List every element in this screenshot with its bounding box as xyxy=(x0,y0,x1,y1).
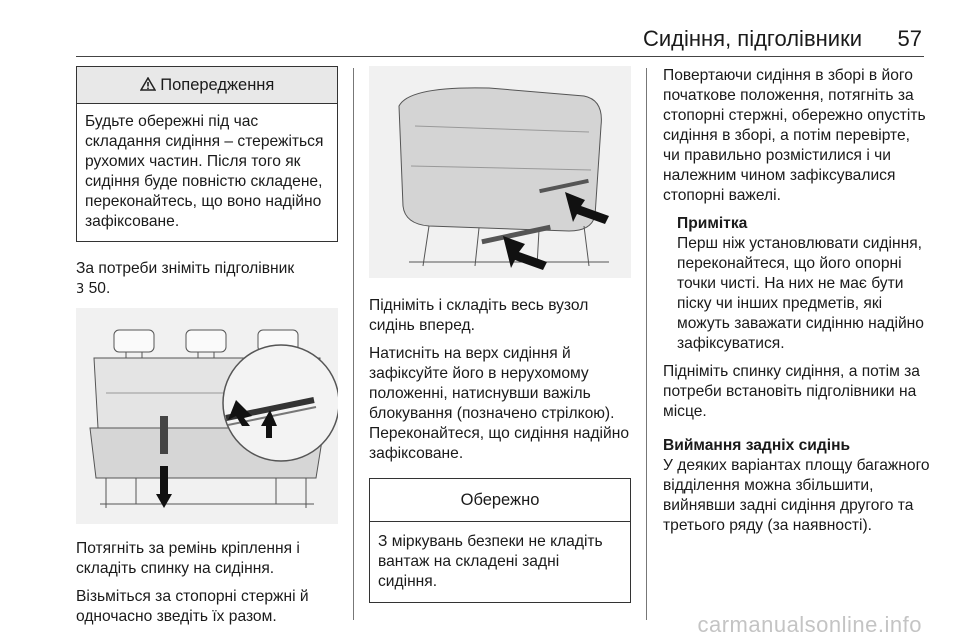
paragraph: Підніміть спинку сидіння, а потім за потреби встановіть підголівники на місце. xyxy=(663,363,920,420)
watermark: carmanualsonline.info xyxy=(697,612,922,637)
paragraph: Підніміть і складіть весь вузол сидінь вперед. xyxy=(369,297,589,334)
page-reference-arrow: 3 xyxy=(76,282,85,297)
warning-box xyxy=(76,66,338,242)
column-1 xyxy=(76,66,338,635)
caution-title: Обережно xyxy=(370,479,630,522)
paragraph: Потягніть за ремінь кріплення і складіть спинку на сидіння. xyxy=(76,540,300,577)
caution-text: З міркувань безпеки не кладіть вантаж на складені задні сидіння. xyxy=(378,533,603,590)
figure-folded-seats xyxy=(369,66,631,278)
column-divider-1 xyxy=(353,68,354,620)
page-title: Сидіння, підголівники xyxy=(642,26,862,51)
page-reference[interactable]: 50. xyxy=(88,280,111,297)
paragraph xyxy=(76,259,338,300)
note-text: Перш ніж установлювати сидіння, переконайтеся, що його опорні точки чисті. На них не має бути піску чи інших предметів, які можуть заважати сидінню надійно зафіксуватися. xyxy=(677,235,924,352)
warning-text: Будьте обережні під час складання сидіння – стережіться рухомих частин. Після того як сидіння буде повністю складене, переконайтесь, що воно надійно зафіксоване. xyxy=(85,113,324,230)
paragraph-text: За потреби зніміть підголівник xyxy=(76,260,295,277)
paragraph: Повертаючи сидіння в зборі в його початкове положення, потягніть за стопорні стержні, обережно опустіть сидіння в зборі, а потім перевірте, чи правильно розмістилися і чи належним чином зафіксувалися стопорні важелі. xyxy=(663,67,926,204)
paragraph: У деяких варіантах площу багажного відділення можна збільшити, вийнявши задні сидіння другого та третього ряду (за наявності). xyxy=(663,457,930,534)
column-divider-2 xyxy=(646,68,647,620)
caution-box xyxy=(369,478,631,603)
page-number: 57 xyxy=(897,26,922,51)
column-3 xyxy=(663,66,931,544)
warning-title: Попередження xyxy=(160,76,275,94)
column-2 xyxy=(369,66,631,603)
section-heading: Виймання задніх сидінь xyxy=(663,437,851,454)
paragraph: Візьміться за стопорні стержні й одночасно зведіть їх разом. xyxy=(76,588,309,625)
note-title: Примітка xyxy=(677,215,748,232)
header-divider xyxy=(76,56,924,57)
figure-seat-strap xyxy=(76,308,338,524)
warning-triangle-icon xyxy=(140,76,161,94)
paragraph: Натисніть на верх сидіння й зафіксуйте його в нерухомому положенні, натиснувши важіль блокування (позначено стрілкою). Переконайтеся, що сидіння надійно зафіксоване. xyxy=(369,345,630,462)
note-block xyxy=(663,214,931,354)
warning-header xyxy=(77,67,337,104)
